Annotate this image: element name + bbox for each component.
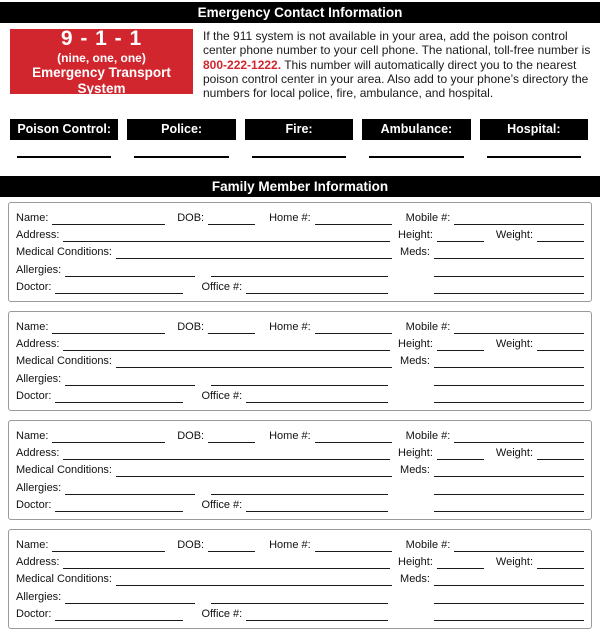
family-member-section [8,529,592,629]
doctor-line [55,391,183,403]
allergies-line [65,265,195,277]
name-line [52,213,165,225]
contact-label-fire: Fire: [245,119,353,140]
mobile-phone-label: Mobile #: [405,539,451,552]
meds-label: Meds: [400,246,430,259]
meds-label: Meds: [400,573,430,586]
home-phone-line [315,431,392,443]
office-phone-line [246,500,388,512]
height-line [437,557,484,569]
contact-line-fire [252,140,346,158]
family-header-bar [0,176,600,197]
contact-line-ambulance [369,140,463,158]
page-title: Emergency Contact Information [197,5,403,20]
911-number: 9 - 1 - 1 [60,26,143,50]
member-row-2 [16,335,584,351]
address-line [63,557,390,569]
911-caption: Emergency Transport System [32,64,171,96]
poison-control-number: 800-222-1222. [203,57,282,72]
name-label: Name: [16,321,49,334]
address-label: Address: [16,447,60,460]
weight-label: Weight: [495,229,533,242]
dob-label: DOB: [177,539,205,552]
member-row-4 [16,479,584,495]
address-line [63,230,390,242]
meds-line-3 [434,609,584,621]
home-phone-label: Home #: [269,212,311,225]
address-line [63,339,390,351]
meds-line [434,356,584,368]
allergies-line-2 [211,265,388,277]
height-line [437,448,484,460]
medical-conditions-label: Medical Conditions: [16,573,112,586]
member-row-1 [16,209,584,225]
allergies-label: Allergies: [16,372,62,385]
member-row-3 [16,461,584,477]
doctor-label: Doctor: [16,280,52,293]
contact-lines-row [10,140,588,158]
height-line [437,230,484,242]
member-row-5 [16,605,584,621]
instructions-text [203,29,592,100]
allergies-label: Allergies: [16,481,62,494]
address-label: Address: [16,338,60,351]
doctor-line [55,282,183,294]
member-row-2 [16,444,584,460]
contact-label-ambulance: Ambulance: [362,119,470,140]
meds-line-3 [434,391,584,403]
office-phone-line [246,282,388,294]
medical-conditions-label: Medical Conditions: [16,246,112,259]
contact-label-police: Police: [127,119,235,140]
home-phone-line [315,322,392,334]
medical-conditions-line [116,356,392,368]
contact-line-hospital [487,140,581,158]
office-phone-label: Office #: [201,280,243,293]
weight-label: Weight: [495,556,533,569]
meds-line-3 [434,500,584,512]
instructions-after: This number will automatically direct you to the nearest poison control center in your area. Also add to your phone’s directory the numbers for local police, fire, ambulance, and hospital. [203,57,589,101]
meds-label: Meds: [400,464,430,477]
meds-label: Meds: [400,355,430,368]
emergency-header-bar [0,2,600,23]
height-label: Height: [398,229,433,242]
home-phone-label: Home #: [269,430,311,443]
home-phone-label: Home #: [269,321,311,334]
member-row-2 [16,226,584,242]
mobile-phone-label: Mobile #: [405,212,451,225]
family-member-section [8,202,592,302]
dob-line [208,213,255,225]
meds-line-2 [434,483,584,495]
member-row-5 [16,496,584,512]
allergies-line-2 [211,374,388,386]
member-row-4 [16,370,584,386]
medical-conditions-line [116,465,392,477]
height-line [437,339,484,351]
member-row-1 [16,318,584,334]
family-section-title: Family Member Information [211,179,389,195]
weight-line [537,557,584,569]
member-row-5 [16,278,584,294]
address-label: Address: [16,556,60,569]
meds-line-3 [434,282,584,294]
member-row-1 [16,427,584,443]
weight-label: Weight: [495,338,533,351]
meds-line-2 [434,374,584,386]
office-phone-line [246,391,388,403]
allergies-line-2 [211,483,388,495]
weight-label: Weight: [495,447,533,460]
instructions-before: If the 911 system is not available in your area, add the poison control center phone number to your cell phone. The national, toll-free number is [203,29,591,58]
home-phone-line [315,213,392,225]
member-row-4 [16,588,584,604]
mobile-phone-line [454,431,584,443]
name-line [52,540,165,552]
intro-section [10,26,592,101]
office-phone-label: Office #: [201,498,243,511]
name-label: Name: [16,539,49,552]
contact-label-hospital: Hospital: [480,119,588,140]
height-label: Height: [398,338,433,351]
dob-line [208,431,255,443]
meds-line [434,465,584,477]
medical-conditions-label: Medical Conditions: [16,464,112,477]
member-row-3 [16,352,584,368]
mobile-phone-label: Mobile #: [405,430,451,443]
medical-conditions-label: Medical Conditions: [16,355,112,368]
office-phone-label: Office #: [201,389,243,402]
mobile-phone-line [454,540,584,552]
name-label: Name: [16,212,49,225]
contact-line-poison-control [17,140,111,158]
member-row-3 [16,570,584,586]
911-box [10,26,193,96]
medical-conditions-line [116,247,392,259]
meds-line-2 [434,265,584,277]
meds-line [434,247,584,259]
911-subtitle: (nine, one, one) [57,50,146,65]
doctor-line [55,500,183,512]
member-row-2 [16,553,584,569]
member-row-1 [16,536,584,552]
allergies-line [65,374,195,386]
office-phone-label: Office #: [201,607,243,620]
dob-line [208,322,255,334]
family-members-list [8,202,592,629]
contact-line-police [134,140,228,158]
name-line [52,322,165,334]
doctor-label: Doctor: [16,498,52,511]
address-label: Address: [16,229,60,242]
weight-line [537,448,584,460]
dob-label: DOB: [177,321,205,334]
allergies-line [65,592,195,604]
allergies-label: Allergies: [16,263,62,276]
member-row-3 [16,243,584,259]
name-label: Name: [16,430,49,443]
height-label: Height: [398,556,433,569]
dob-line [208,540,255,552]
office-phone-line [246,609,388,621]
mobile-phone-line [454,322,584,334]
doctor-label: Doctor: [16,389,52,402]
weight-line [537,339,584,351]
name-line [52,431,165,443]
mobile-phone-label: Mobile #: [405,321,451,334]
allergies-line-2 [211,592,388,604]
home-phone-label: Home #: [269,539,311,552]
dob-label: DOB: [177,212,205,225]
address-line [63,448,390,460]
mobile-phone-line [454,213,584,225]
family-member-section [8,420,592,520]
allergies-label: Allergies: [16,590,62,603]
member-row-5 [16,387,584,403]
height-label: Height: [398,447,433,460]
contact-label-poison-control: Poison Control: [10,119,118,140]
member-row-4 [16,261,584,277]
home-phone-line [315,540,392,552]
meds-line [434,574,584,586]
medical-conditions-line [116,574,392,586]
meds-line-2 [434,592,584,604]
family-member-section [8,311,592,411]
allergies-line [65,483,195,495]
dob-label: DOB: [177,430,205,443]
weight-line [537,230,584,242]
doctor-label: Doctor: [16,607,52,620]
contact-labels-row [10,119,588,140]
doctor-line [55,609,183,621]
